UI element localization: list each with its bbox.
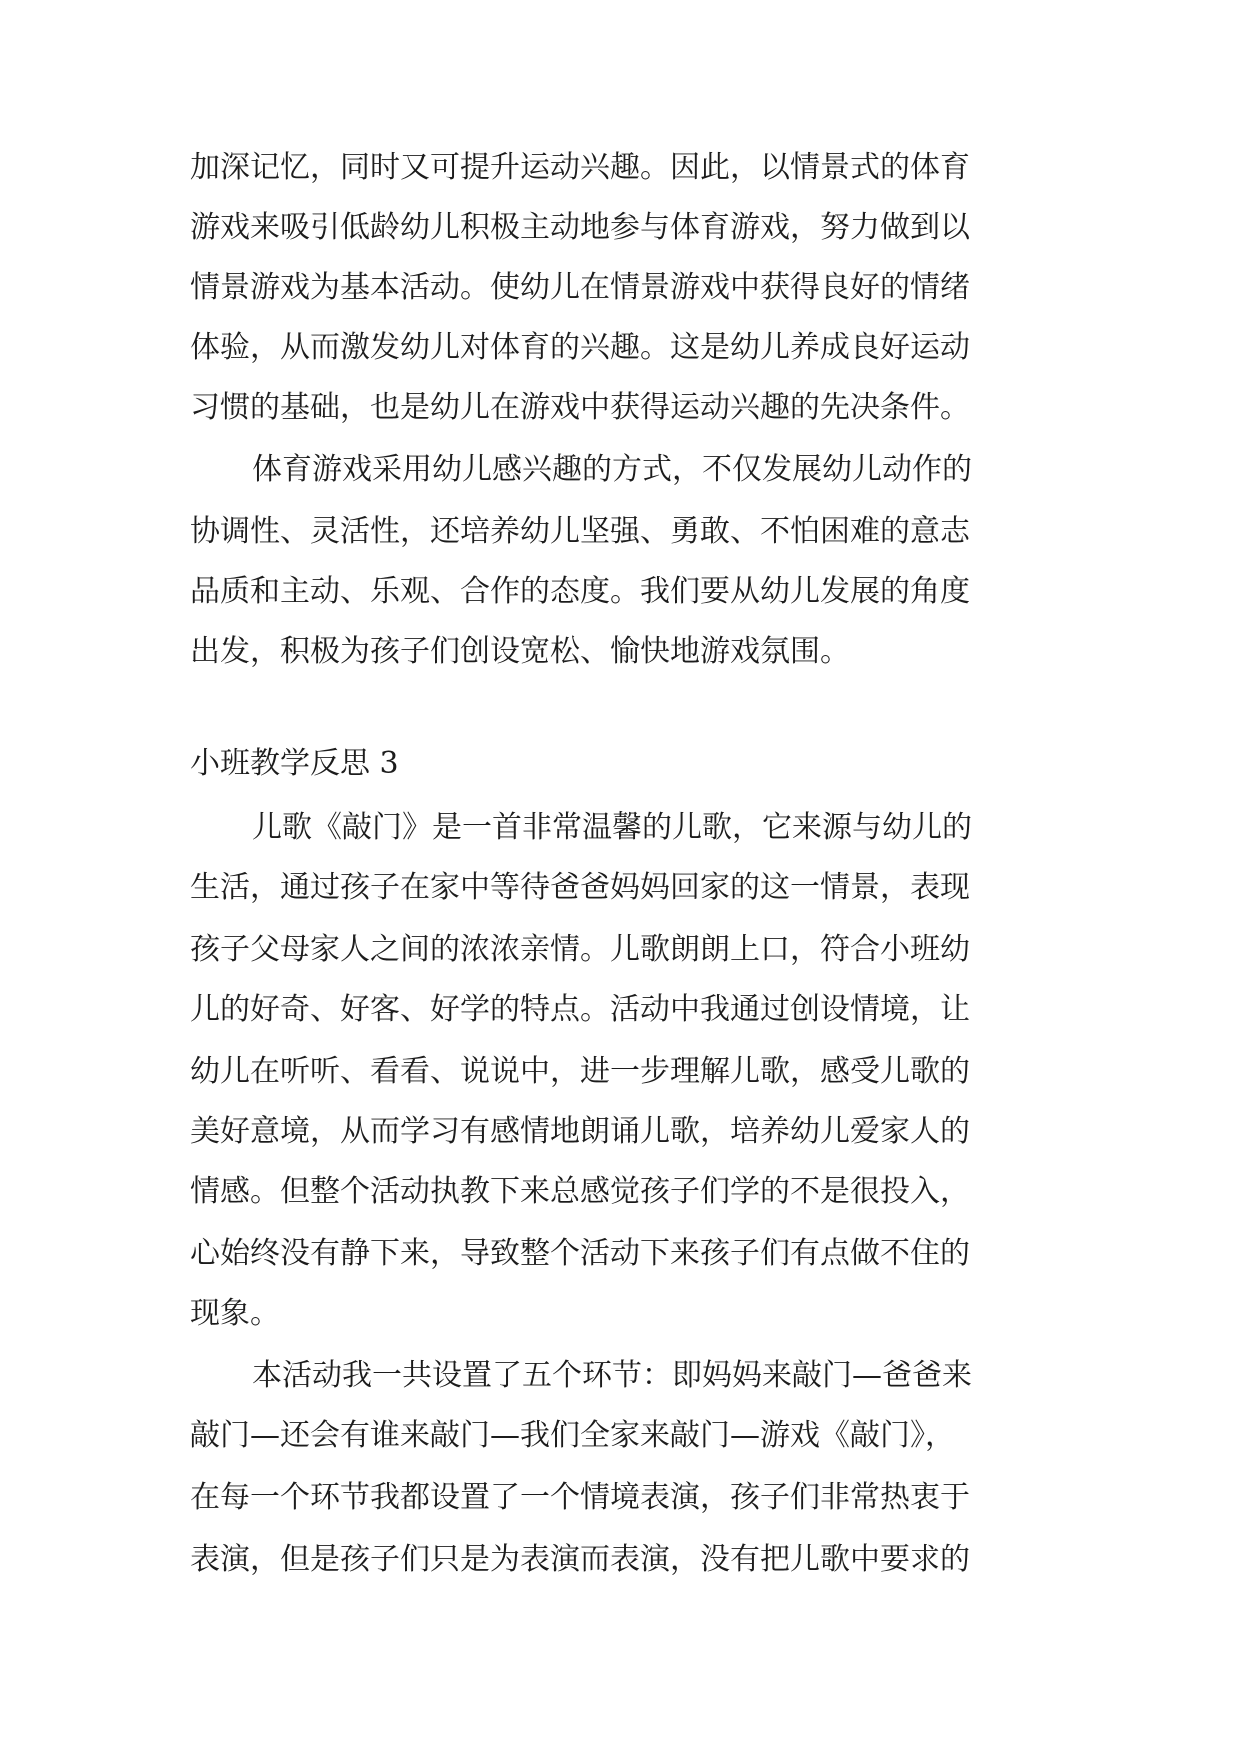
- text-line: 品质和主动、乐观、合作的态度。我们要从幼儿发展的角度: [190, 574, 970, 609]
- section-heading: 小班教学反思 3: [190, 746, 399, 781]
- text-line: 表演，但是孩子们只是为表演而表演，没有把儿歌中要求的: [190, 1542, 970, 1577]
- text-line: 出发，积极为孩子们创设宽松、愉快地游戏氛围。: [190, 634, 850, 669]
- text-line: 习惯的基础，也是幼儿在游戏中获得运动兴趣的先决条件。: [190, 390, 970, 425]
- text-line: 本活动我一共设置了五个环节：即妈妈来敲门—爸爸来: [252, 1358, 972, 1393]
- text-line: 体育游戏采用幼儿感兴趣的方式，不仅发展幼儿动作的: [252, 452, 972, 487]
- text-line: 情景游戏为基本活动。使幼儿在情景游戏中获得良好的情绪: [190, 270, 970, 305]
- text-line: 敲门—还会有谁来敲门—我们全家来敲门—游戏《敲门》，: [190, 1418, 955, 1453]
- text-line: 情感。但整个活动执教下来总感觉孩子们学的不是很投入，: [190, 1174, 970, 1209]
- text-line: 儿的好奇、好客、好学的特点。活动中我通过创设情境，让: [190, 992, 970, 1027]
- text-line: 孩子父母家人之间的浓浓亲情。儿歌朗朗上口，符合小班幼: [190, 932, 970, 967]
- text-line: 儿歌《敲门》是一首非常温馨的儿歌，它来源与幼儿的: [252, 810, 972, 845]
- text-line: 体验，从而激发幼儿对体育的兴趣。这是幼儿养成良好运动: [190, 330, 970, 365]
- text-line: 现象。: [190, 1296, 280, 1331]
- text-line: 游戏来吸引低龄幼儿积极主动地参与体育游戏，努力做到以: [190, 210, 970, 245]
- text-line: 协调性、灵活性，还培养幼儿坚强、勇敢、不怕困难的意志: [190, 514, 970, 549]
- text-line: 美好意境，从而学习有感情地朗诵儿歌，培养幼儿爱家人的: [190, 1114, 970, 1149]
- text-line: 在每一个环节我都设置了一个情境表演，孩子们非常热衷于: [190, 1480, 970, 1515]
- text-line: 加深记忆，同时又可提升运动兴趣。因此，以情景式的体育: [190, 150, 970, 185]
- text-line: 生活，通过孩子在家中等待爸爸妈妈回家的这一情景，表现: [190, 870, 970, 905]
- text-line: 心始终没有静下来，导致整个活动下来孩子们有点做不住的: [190, 1236, 970, 1271]
- text-line: 幼儿在听听、看看、说说中，进一步理解儿歌，感受儿歌的: [190, 1054, 970, 1089]
